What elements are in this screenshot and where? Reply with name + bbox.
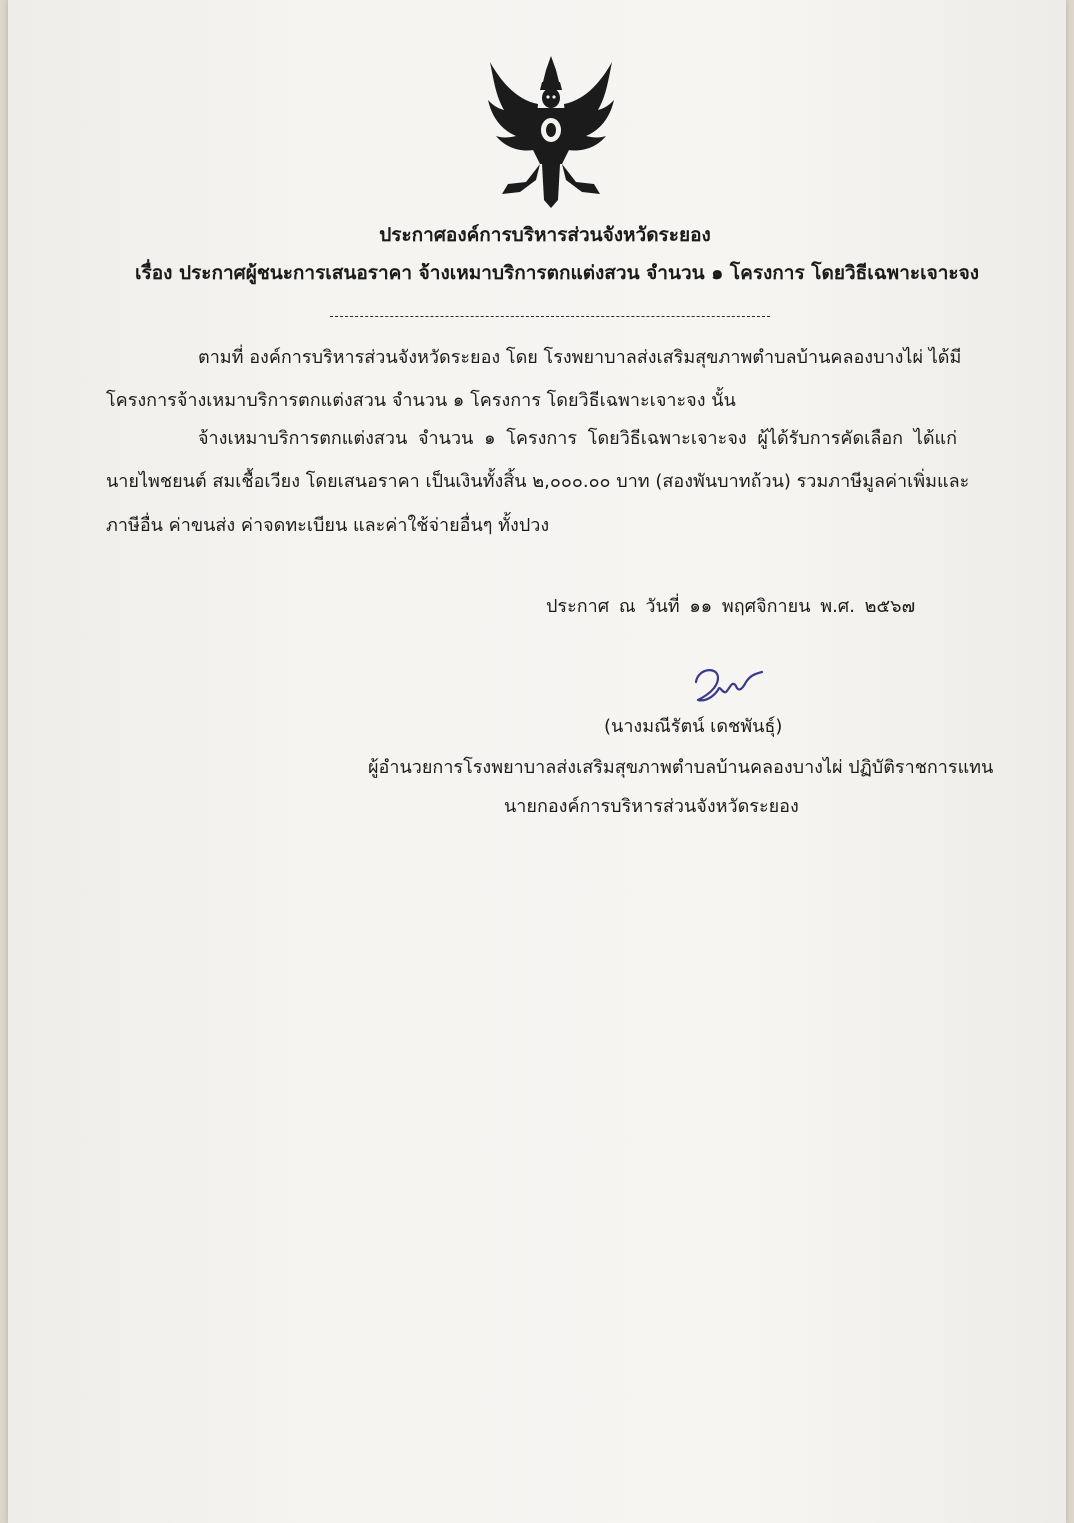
document-page [8,0,1066,1523]
body-paragraph-1-line-2: โครงการจ้างเหมาบริการตกแต่งสวน จำนวน ๑ โครงการ โดยวิธีเฉพาะเจาะจง นั้น [106,390,736,411]
announcement-subject: เรื่อง ประกาศผู้ชนะการเสนอราคา จ้างเหมาบริการตกแต่งสวน จำนวน ๑ โครงการ โดยวิธีเฉพาะเจาะจง [135,262,979,284]
signatory-name: (นางมณีรัตน์ เดชพันธุ์) [604,716,783,737]
body-paragraph-2-line-2: นายไพชยนต์ สมเชื้อเวียง โดยเสนอราคา เป็นเงินทั้งสิ้น ๒,๐๐๐.๐๐ บาท (สองพันบาทถ้วน) รวมภาษีมูลค่าเพิ่มและ [106,471,970,492]
garuda-emblem-icon [486,52,616,212]
announcement-title: ประกาศองค์การบริหารส่วนจังหวัดระยอง [379,224,711,246]
announcement-date: ประกาศ ณ วันที่ ๑๑ พฤศจิกายน พ.ศ. ๒๕๖๗ [546,596,916,617]
handwritten-signature [688,660,768,710]
signatory-position-line-2: นายกองค์การบริหารส่วนจังหวัดระยอง [504,796,799,817]
signatory-position-line-1: ผู้อำนวยการโรงพยาบาลส่งเสริมสุขภาพตำบลบ้านคลองบางไผ่ ปฏิบัติราชการแทน [368,757,994,778]
body-paragraph-1-line-1: ตามที่ องค์การบริหารส่วนจังหวัดระยอง โดย โรงพยาบาลส่งเสริมสุขภาพตำบลบ้านคลองบางไผ่ ได้มี [198,347,962,368]
body-paragraph-2-line-3: ภาษีอื่น ค่าขนส่ง ค่าจดทะเบียน และค่าใช้จ่ายอื่นๆ ทั้งปวง [106,515,550,536]
body-paragraph-2-line-1: จ้างเหมาบริการตกแต่งสวน จำนวน ๑ โครงการ โดยวิธีเฉพาะเจาะจง ผู้ได้รับการคัดเลือก ได้แก่ [198,428,958,449]
divider-line [330,316,770,317]
